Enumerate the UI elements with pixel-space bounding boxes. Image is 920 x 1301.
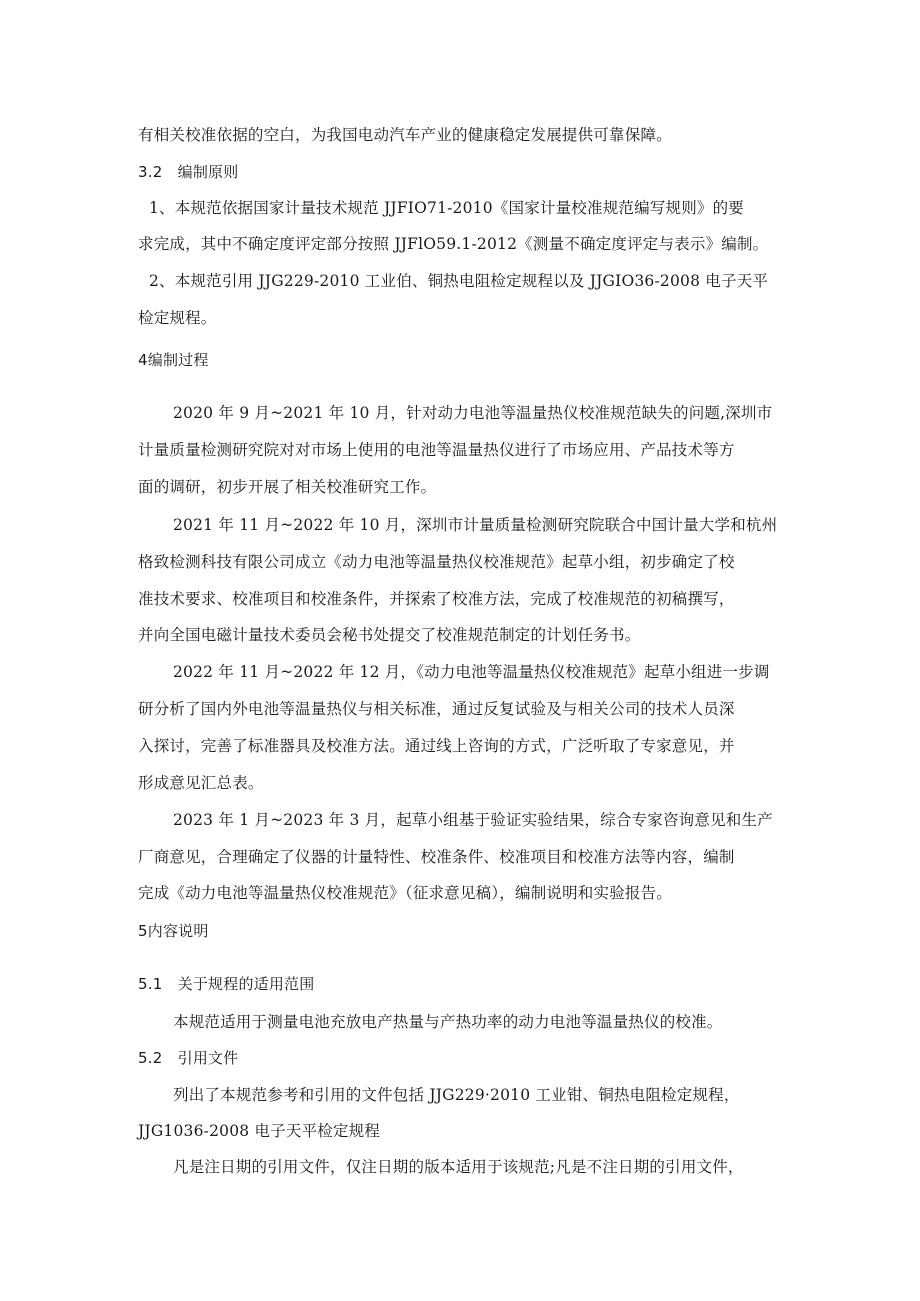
text-line: 入探讨，完善了标准器具及校准方法。通过线上咨询的方式，广泛听取了专家意见，并 bbox=[138, 737, 735, 755]
text-line: 格致检测科技有限公司成立《动力电池等温量热仪校准规范》起草小组，初步确定了校 bbox=[138, 553, 735, 571]
text-line: 面的调研，初步开展了相关校准研究工作。 bbox=[138, 478, 437, 496]
section-heading: 4编制过程 bbox=[138, 351, 209, 369]
section-heading: 5.1 关于规程的适用范围 bbox=[138, 975, 315, 993]
text-line: 准技术要求、校准项目和校准条件，并探索了校准方法，完成了校准规范的初稿撰写， bbox=[138, 590, 735, 608]
text-line: 形成意见汇总表。 bbox=[138, 774, 264, 792]
section-heading: 5.2 引用文件 bbox=[138, 1049, 239, 1067]
text-line: 本规范适用于测量电池充放电产热量与产热功率的动力电池等温量热仪的校准。 bbox=[173, 1013, 723, 1031]
section-heading: 3.2 编制原则 bbox=[138, 163, 239, 181]
text-line: 完成《动力电池等温量热仪校准规范》（征求意见稿），编制说明和实验报告。 bbox=[138, 884, 673, 902]
text-line: 凡是注日期的引用文件，仅注日期的版本适用于该规范;凡是不注日期的引用文件， bbox=[173, 1158, 744, 1176]
text-line: 检定规程。 bbox=[138, 309, 217, 327]
text-line: 2、本规范引用 JJG229-2010 工业伯、铜热电阻检定规程以及 JJGIO36-2008 电子天平 bbox=[149, 272, 769, 290]
text-line: 2022 年 11 月~2022 年 12 月，《动力电池等温量热仪校准规范》起草小组进一步调 bbox=[173, 663, 770, 681]
text-line: JJG1036-2008 电子天平检定规程 bbox=[138, 1122, 381, 1140]
text-line: 2020 年 9 月~2021 年 10 月，针对动力电池等温量热仪校准规范缺失的问题,深圳市 bbox=[173, 404, 773, 422]
text-line: 2021 年 11 月~2022 年 10 月，深圳市计量质量检测研究院联合中国计量大学和杭州 bbox=[173, 516, 778, 534]
text-line: 计量质量检测研究院对对市场上使用的电池等温量热仪进行了市场应用、产品技术等方 bbox=[138, 441, 735, 459]
section-heading: 5内容说明 bbox=[138, 922, 209, 940]
text-line: 并向全国电磁计量技术委员会秘书处提交了校准规范制定的计划任务书。 bbox=[138, 626, 641, 644]
text-line: 求完成，其中不确定度评定部分按照 JJFlO59.1-2012《测量不确定度评定与表示》编制。 bbox=[138, 235, 769, 253]
text-line: 研分析了国内外电池等温量热仪与相关标准，通过反复试验及与相关公司的技术人员深 bbox=[138, 700, 735, 718]
text-line: 1、本规范依据国家计量技术规范 JJFIO71-2010《国家计量校准规范编写规则》的要 bbox=[149, 199, 745, 217]
text-line: 厂商意见，合理确定了仪器的计量特性、校准条件、校准项目和校准方法等内容，编制 bbox=[138, 848, 735, 866]
text-line: 2023 年 1 月~2023 年 3 月，起草小组基于验证实验结果，综合专家咨询意见和生产 bbox=[173, 811, 773, 829]
text-line: 列出了本规范参考和引用的文件包括 JJG229·2010 工业钳、铜热电阻检定规程， bbox=[173, 1086, 740, 1104]
text-line: 有相关校准依据的空白，为我国电动汽车产业的健康稳定发展提供可靠保障。 bbox=[138, 126, 672, 144]
